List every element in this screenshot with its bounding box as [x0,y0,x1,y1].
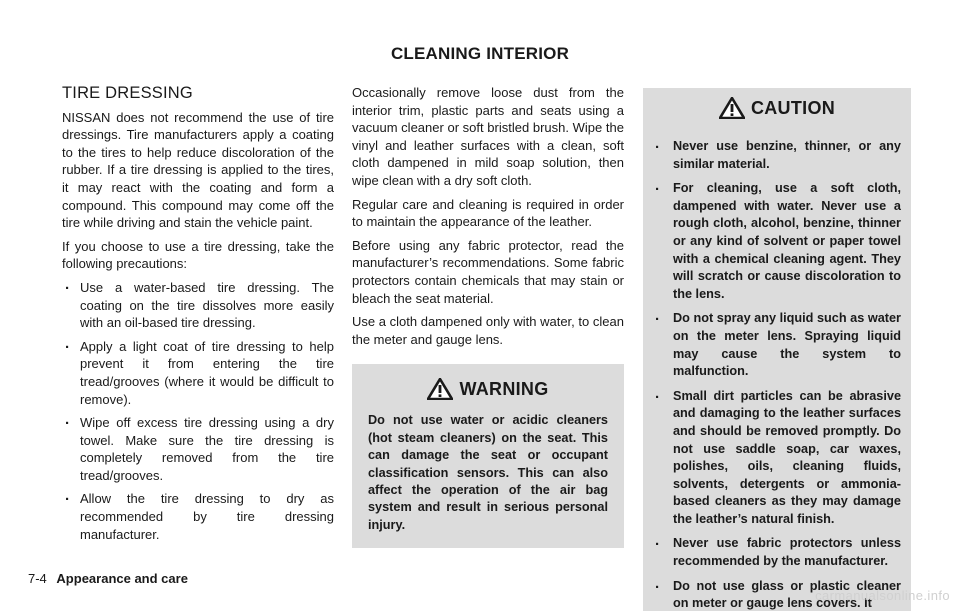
warning-triangle-icon [427,378,453,400]
interior-paragraph-4: Use a cloth dampened only with water, to clean the meter and gauge lens. [352,314,624,347]
warning-box [352,364,624,548]
page-number: 7-4 [28,571,47,586]
interior-paragraph-2: Regular care and cleaning is required in order to maintain the appearance of the leather. [352,196,624,230]
caution-header [643,88,911,128]
caution-title: CAUTION [750,97,836,118]
list-item: . For cleaning, use a soft cloth, dampened with water. Never use a rough cloth, alcohol, benzine, thinner or any kind of solvent or paper towel with a chemical cleaning agent. They will scratch or cause discoloration to the lens. [655,180,901,303]
watermark: carmanualsonline.info [815,588,950,603]
tire-dressing-paragraph-2: If you choose to use a tire dressing, take the following precautions: [62,238,334,272]
list-item: . Never use fabric protectors unless recommended by the manufacturer. [655,535,901,570]
page-footer [28,571,188,586]
interior-cleaning-column [352,84,624,548]
warning-text: Do not use water or acidic cleaners (hot steam cleaners) on the seat. This can damage the seat or occupant classification sensors. This can also affect the operation of the air bag system and result in serious personal injury. [368,413,608,532]
list-item: . Apply a light coat of tire dressing to help prevent it from entering the tire tread/grooves (where it would be difficult to remove). [62,338,334,408]
warning-title: WARNING [459,378,549,399]
interior-paragraph-1: Occasionally remove loose dust from the interior trim, plastic parts and seats using a vacuum cleaner or soft bristled brush. Wipe the vinyl and leather surfaces with a clean, soft cloth dampened in mild soap solution, then wipe clean with a dry soft cloth. [352,85,624,188]
list-item: . Never use benzine, thinner, or any similar material. [655,138,901,173]
caution-list [643,128,911,611]
tire-dressing-paragraph-1: NISSAN does not recommend the use of tire dressings. Tire manufacturers apply a coating to the tires to help reduce discoloration of the rubber. If a tire dressing is applied to the tires, it may react with the coating and form a compound. This compound may come off the tire while driving and stain the vehicle paint. [62,109,334,231]
tire-dressing-precautions-list [62,279,334,543]
list-item: . Do not use glass or plastic cleaner on meter or gauge lens covers. It [655,578,901,611]
list-item: . Do not spray any liquid such as water on the meter lens. Spraying liquid may cause the system to malfunction. [655,310,901,380]
list-item: . Allow the tire dressing to dry as recommended by tire dressing manufacturer. [62,490,334,543]
warning-triangle-icon [719,97,745,119]
warning-header [368,378,608,400]
tire-dressing-column [62,84,334,549]
section-title-tire-dressing: TIRE DRESSING [62,84,193,102]
list-item: . Wipe off excess tire dressing using a dry towel. Make sure the tire dressing is completely removed from the tire tread/grooves. [62,414,334,484]
caution-box [643,88,911,611]
interior-paragraph-3: Before using any fabric protector, read the manufacturer’s recommendations. Some fabric protectors contain chemicals that may stain or bleach the seat material. [352,237,624,306]
page-header-title: CLEANING INTERIOR [390,44,570,63]
list-item: . Small dirt particles can be abrasive and damaging to the leather surfaces and should be removed promptly. Do not use saddle soap, car waxes, polishes, oils, cleaning fluids, solvents, detergents or ammonia-based cleaners as they may damage the leather’s natural finish. [655,388,901,529]
list-item: . Use a water-based tire dressing. The coating on the tire dissolves more easily with an oil-based tire dressing. [62,279,334,332]
footer-section-title: Appearance and care [56,571,188,586]
